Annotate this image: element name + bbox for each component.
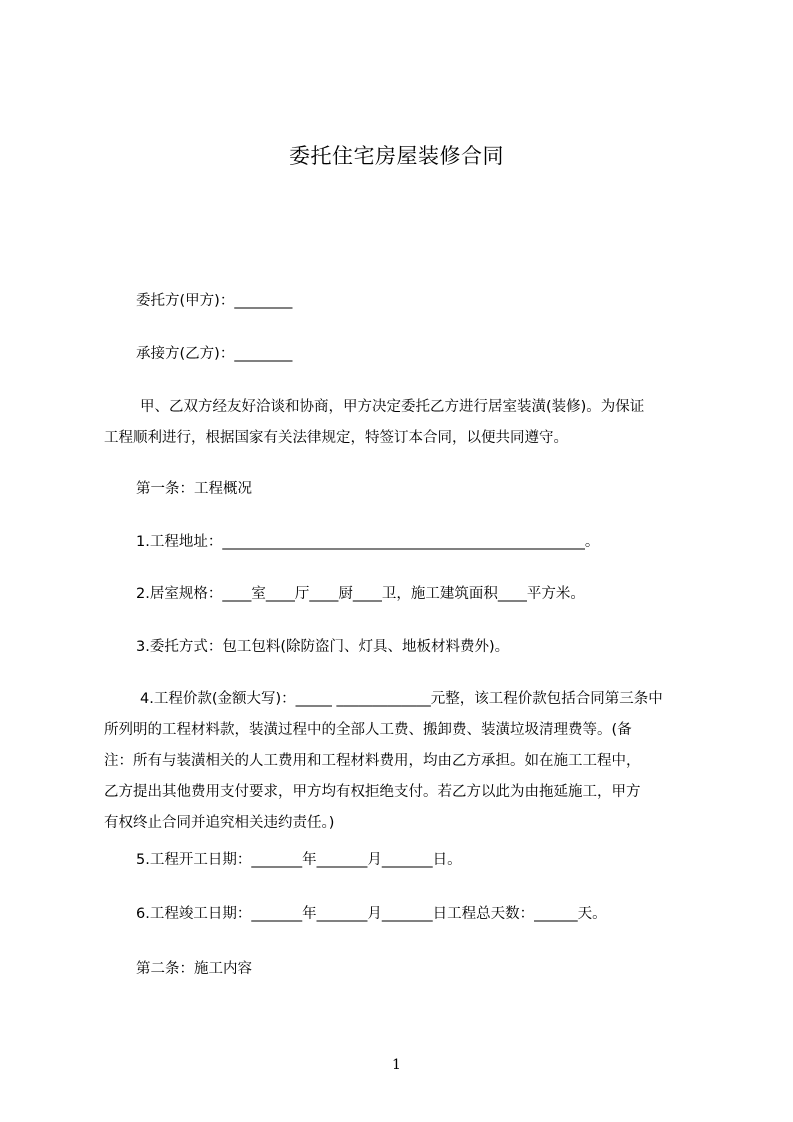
item-2-room-spec: 2.居室规格：____室____厅____厨____卫，施工建筑面积____平方米。 [136,586,585,602]
intro-line: 工程顺利进行，根据国家有关法律规定，特签订本合同，以便共同遵守。 [104,430,568,446]
intro-paragraph [104,398,704,460]
item-4-line: 4.工程价款(金额大写)：_____ _____________元整，该工程价款包括合同第三条中 [140,691,663,707]
item-4-line: 有权终止合同并追究相关违约责任。) [104,815,335,831]
item-6-completion-date: 6.工程竣工日期：_______年_______月_______日工程总天数：______天。 [136,906,607,922]
item-4-line: 乙方提出其他费用支付要求，甲方均有权拒绝支付。若乙方以此为由拖延施工，甲方 [104,784,641,800]
page-title: 委托住宅房屋装修合同 [289,144,504,168]
article-1-heading: 第一条：工程概况 [136,481,252,497]
party-a-line: 委托方(甲方)：________ [136,293,293,309]
page-number: 1 [392,1057,401,1073]
item-3-commission-method: 3.委托方式：包工包料(除防盗门、灯具、地板材料费外)。 [136,639,510,655]
party-b-line: 承接方(乙方)：________ [136,346,293,362]
article-2-heading: 第二条：施工内容 [136,961,252,977]
item-4-line: 注：所有与装潢相关的人工费用和工程材料费用，均由乙方承担。如在施工工程中， [104,753,641,769]
item-4-line: 所列明的工程材料款，装潢过程中的全部人工费、搬卸费、装潢垃圾清理费等。(备 [104,722,632,738]
item-5-start-date: 5.工程开工日期：_______年_______月_______日。 [136,852,462,868]
item-1-address: 1.工程地址：__________________________________________________。 [136,534,600,550]
intro-line: 甲、乙双方经友好洽谈和协商，甲方决定委托乙方进行居室装潢(装修)。为保证 [140,399,645,415]
item-4-price-paragraph [104,690,704,845]
